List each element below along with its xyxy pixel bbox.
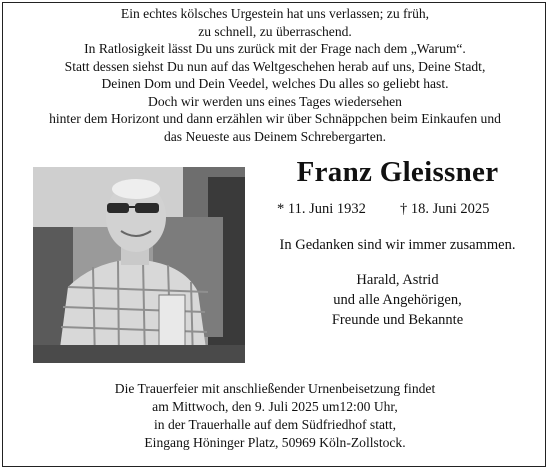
mourner-line: Freunde und Bekannte xyxy=(331,312,464,328)
birth-date: * 11. Juni 1932 xyxy=(277,201,366,217)
poem-line: hinter dem Horizont und dann erzählen wir über Schnäppchen beim Einkaufen und xyxy=(49,111,501,126)
poem-line: Ein echtes kölsches Urgestein hat uns verlassen; zu früh, xyxy=(120,6,430,21)
funeral-line: Die Trauerfeier mit anschließender Urnenbeisetzung findet xyxy=(114,381,436,396)
poem-line: zu schnell, zu überraschend. xyxy=(198,23,352,39)
poem xyxy=(0,5,550,145)
deceased-name: Franz Gleissner xyxy=(296,156,499,188)
poem-line: In Ratlosigkeit lässt Du uns zurück mit der Frage nach dem „Warum“. xyxy=(84,41,466,56)
poem-line: Doch wir werden uns eines Tages wiedersehen xyxy=(148,93,402,109)
funeral-line: Eingang Höninger Platz, 50969 Köln-Zollstock. xyxy=(144,435,406,450)
poem-line: Deinen Dom und Dein Veedel, welches Du alles so geliebt hast. xyxy=(101,76,449,91)
poem-line: das Neueste aus Deinem Schrebergarten. xyxy=(163,128,387,144)
death-date: † 18. Juni 2025 xyxy=(400,201,490,217)
funeral-line: am Mittwoch, den 9. Juli 2025 um12:00 Uhr, xyxy=(152,399,398,414)
mourner-line: und alle Angehörigen, xyxy=(333,292,462,308)
memory-line: In Gedanken sind wir immer zusammen. xyxy=(279,237,516,253)
mourners xyxy=(245,270,550,330)
funeral-line: in der Trauerhalle auf dem Südfriedhof statt, xyxy=(154,417,396,432)
portrait-photo xyxy=(33,167,245,363)
mourner-line: Harald, Astrid xyxy=(356,272,439,288)
portrait-illustration xyxy=(33,167,245,363)
poem-line: Statt dessen siehst Du nun auf das Weltgeschehen herab auf uns, Deine Stadt, xyxy=(64,58,486,74)
funeral-details xyxy=(0,380,550,452)
